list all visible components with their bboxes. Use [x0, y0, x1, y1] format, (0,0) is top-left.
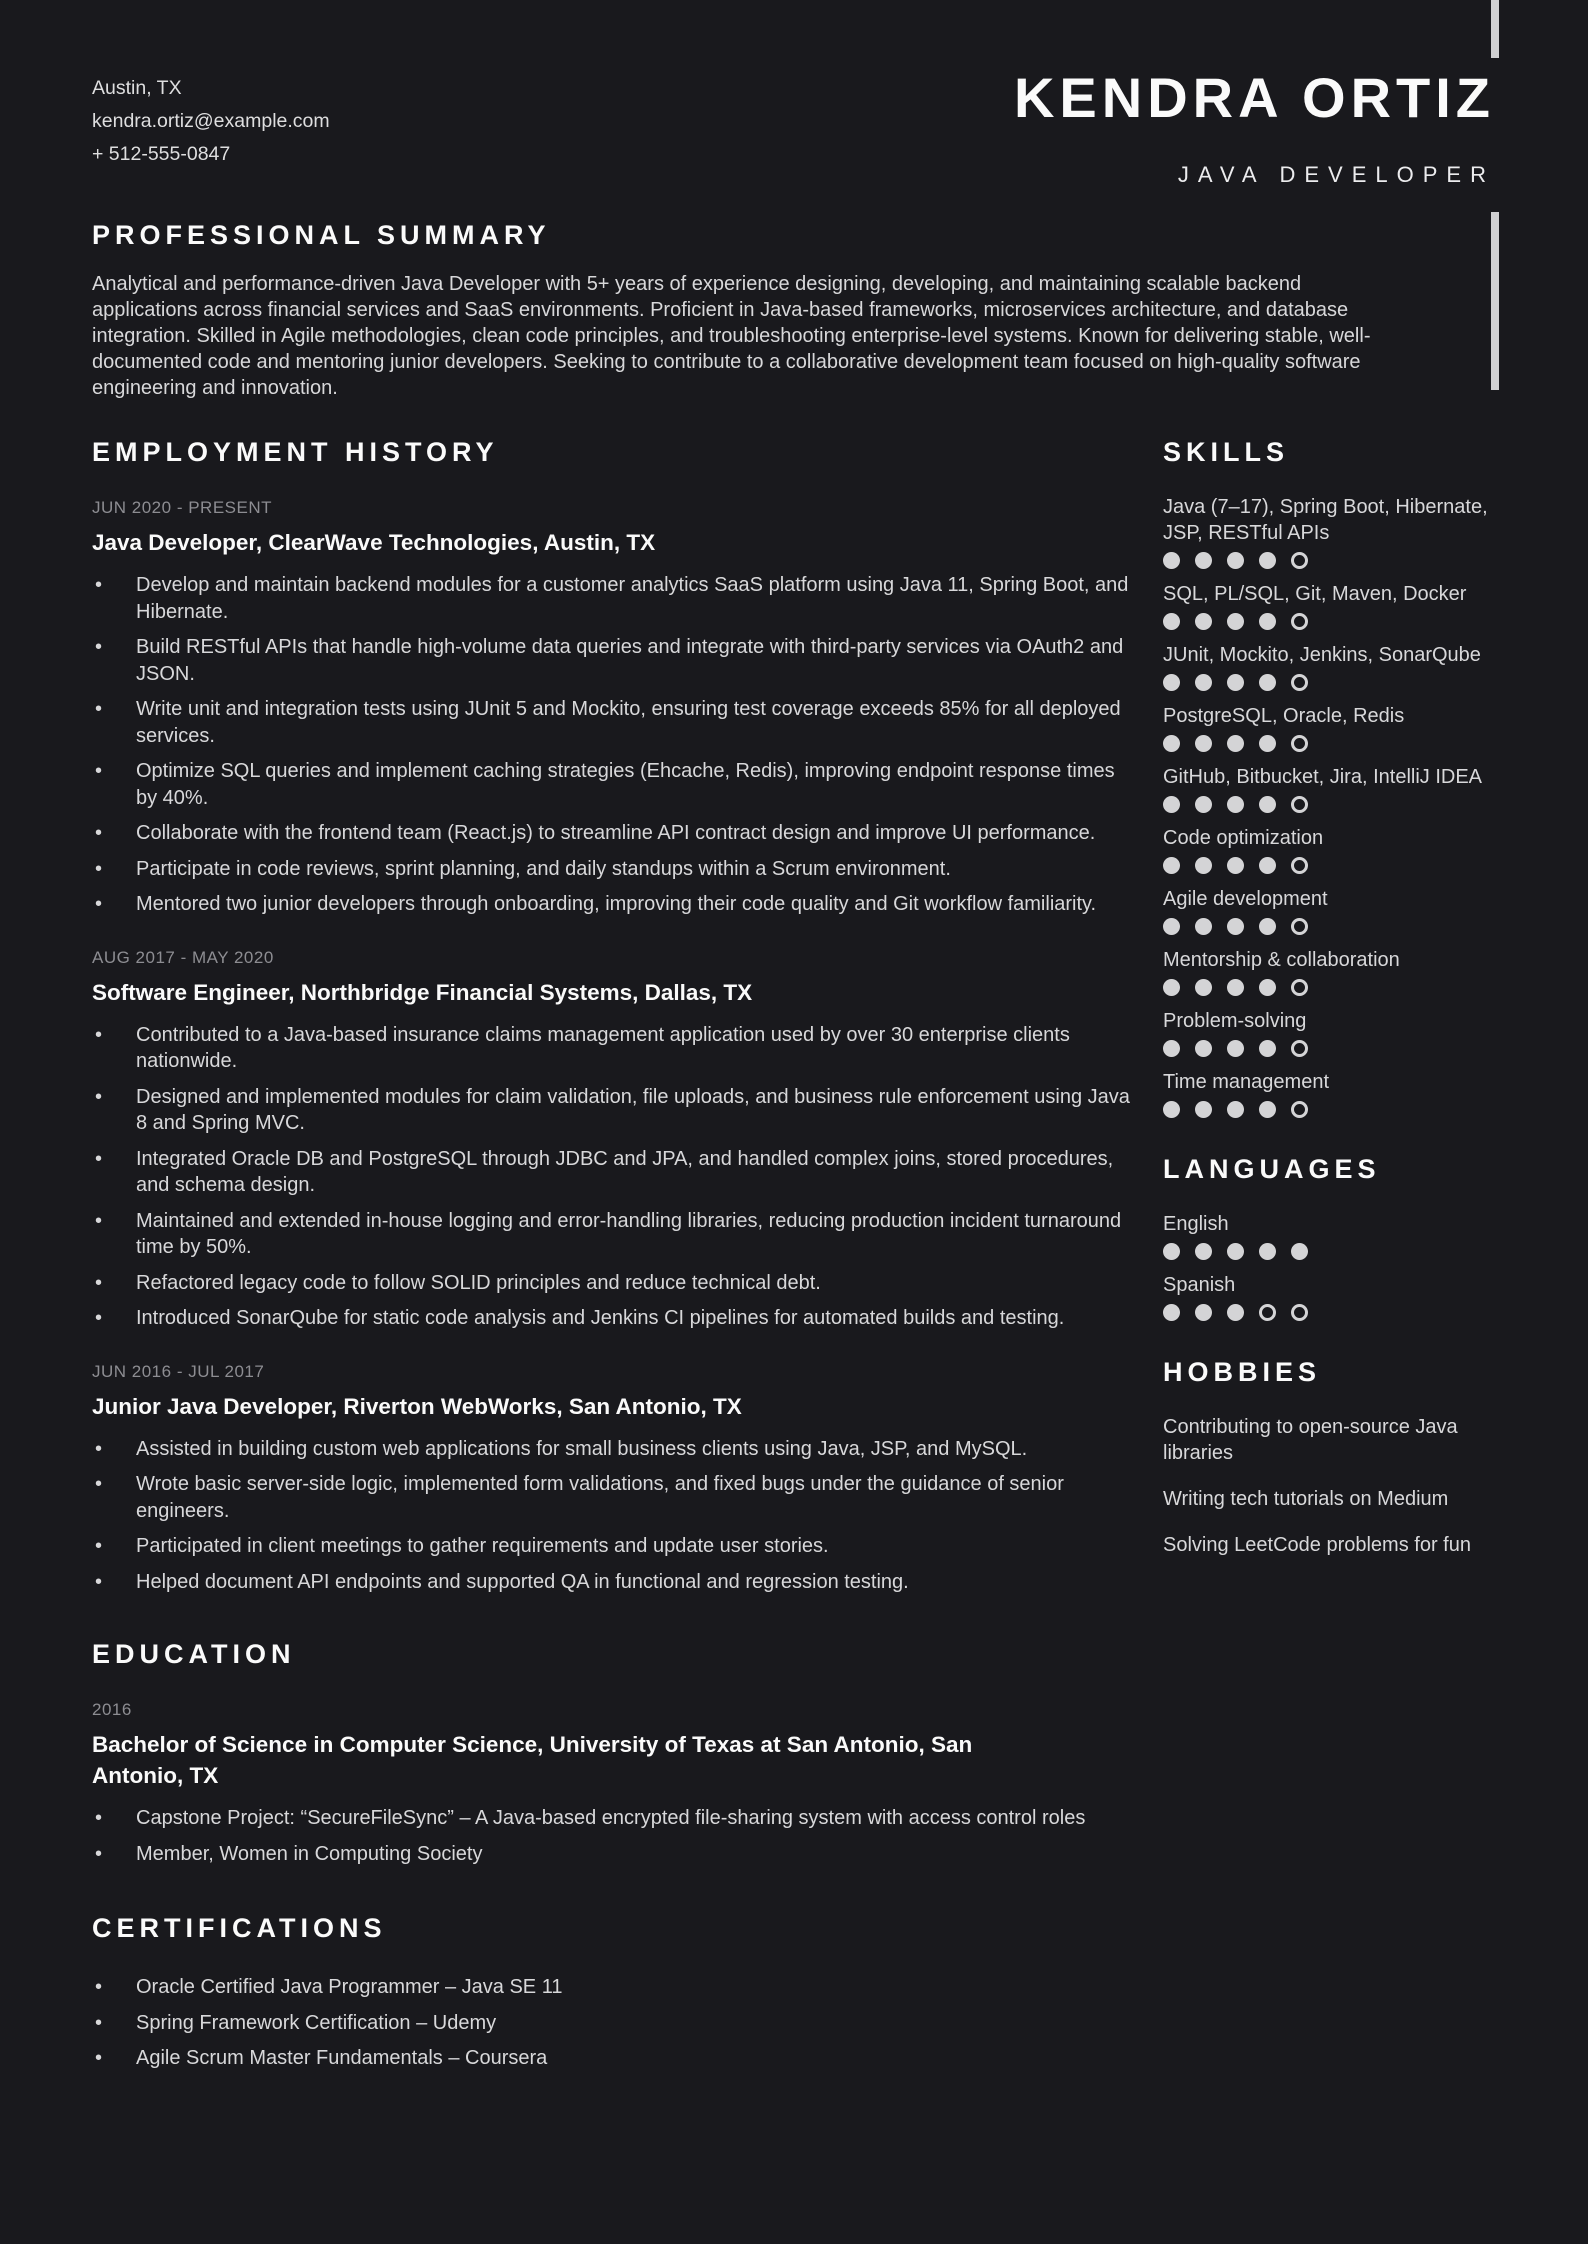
rating-dot-filled	[1163, 613, 1180, 630]
rating-dots	[1163, 735, 1488, 752]
rating-dot-filled	[1259, 552, 1276, 569]
rating-dot-filled	[1259, 857, 1276, 874]
bullet-item: • Designed and implemented modules for claim validation, file uploads, and business rule enforcement using Java 8 and Spring MVC.	[92, 1084, 1132, 1137]
bullet-item: • Maintained and extended in-house logging and error-handling libraries, reducing production incident turnaround time by 50%.	[92, 1208, 1132, 1261]
employment-heading: EMPLOYMENT HISTORY	[92, 437, 499, 467]
skill-item	[1163, 825, 1488, 874]
education-bullet-list	[92, 1805, 1132, 1867]
bullet-item: • Agile Scrum Master Fundamentals – Coursera	[92, 2045, 1132, 2072]
job-dates: AUG 2017 - MAY 2020	[92, 947, 274, 967]
rating-dot-filled	[1163, 796, 1180, 813]
education-degree: Bachelor of Science in Computer Science, University of Texas at San Antonio, San Antonio, TX	[92, 1732, 973, 1788]
certifications-heading: CERTIFICATIONS	[92, 1913, 387, 1943]
rating-dot-filled	[1195, 552, 1212, 569]
bullet-item: • Helped document API endpoints and supported QA in functional and regression testing.	[92, 1569, 1132, 1596]
skills-heading: SKILLS	[1163, 437, 1290, 467]
rating-dot-empty	[1291, 735, 1308, 752]
skill-label: Code optimization	[1163, 827, 1324, 849]
rating-dot-filled	[1259, 1040, 1276, 1057]
contact-phone: + 512-555-0847	[92, 143, 231, 165]
rating-dot-filled	[1227, 1101, 1244, 1118]
rating-dot-filled	[1195, 796, 1212, 813]
rating-dot-filled	[1259, 613, 1276, 630]
rating-dot-filled	[1163, 552, 1180, 569]
bullet-item: • Capstone Project: “SecureFileSync” – A Java-based encrypted file-sharing system with access control roles	[92, 1805, 1132, 1832]
job-entry	[92, 948, 1132, 1332]
rating-dot-filled	[1227, 1040, 1244, 1057]
summary-section	[92, 220, 1495, 401]
rating-dot-empty	[1291, 1040, 1308, 1057]
bullet-item: • Assisted in building custom web applications for small business clients using Java, JSP, and MySQL.	[92, 1436, 1132, 1463]
bullet-item: • Wrote basic server-side logic, implemented form validations, and fixed bugs under the guidance of senior engineers.	[92, 1471, 1132, 1524]
rating-dots	[1163, 1304, 1488, 1321]
rating-dot-filled	[1291, 1243, 1308, 1260]
rating-dots	[1163, 918, 1488, 935]
contact-location: Austin, TX	[92, 77, 182, 99]
language-label: Spanish	[1163, 1274, 1236, 1296]
job-dates: JUN 2016 - JUL 2017	[92, 1361, 265, 1381]
job-entry	[92, 498, 1132, 918]
bullet-item: • Develop and maintain backend modules for a customer analytics SaaS platform using Java 11, Spring Boot, and Hibernate.	[92, 572, 1132, 625]
rating-dot-filled	[1195, 979, 1212, 996]
job-title: Junior Java Developer, Riverton WebWorks, San Antonio, TX	[92, 1393, 742, 1419]
bullet-item: • Write unit and integration tests using JUnit 5 and Mockito, ensuring test coverage exceeds 85% for all deployed services.	[92, 696, 1132, 749]
skill-list	[1163, 494, 1488, 1118]
skills-section	[1163, 437, 1488, 1118]
rating-dot-empty	[1291, 613, 1308, 630]
hobby-item: Solving LeetCode problems for fun	[1163, 1534, 1471, 1556]
job-bullet-list	[92, 1436, 1132, 1596]
hobby-item: Contributing to open-source Java libraries	[1163, 1416, 1458, 1464]
skill-item	[1163, 1008, 1488, 1057]
skill-item	[1163, 886, 1488, 935]
languages-section	[1163, 1154, 1488, 1321]
rating-dot-filled	[1195, 1040, 1212, 1057]
rating-dot-filled	[1227, 857, 1244, 874]
bullet-item: • Spring Framework Certification – Udemy	[92, 2010, 1132, 2037]
bullet-item: • Mentored two junior developers through onboarding, improving their code quality and Git workflow familiarity.	[92, 891, 1132, 918]
contact-block	[92, 66, 330, 171]
skill-label: Agile development	[1163, 888, 1328, 910]
hobbies-heading: HOBBIES	[1163, 1357, 1322, 1387]
rating-dot-filled	[1227, 1243, 1244, 1260]
header	[92, 66, 1495, 188]
bullet-item: • Collaborate with the frontend team (React.js) to streamline API contract design and improve UI performance.	[92, 820, 1132, 847]
name-block	[1014, 66, 1495, 188]
rating-dot-filled	[1227, 552, 1244, 569]
certification-bullet-list	[92, 1974, 1132, 2072]
skill-item	[1163, 494, 1488, 569]
rating-dot-filled	[1195, 918, 1212, 935]
rating-dots	[1163, 613, 1488, 630]
rating-dot-filled	[1163, 674, 1180, 691]
bullet-item: • Introduced SonarQube for static code analysis and Jenkins CI pipelines for automated builds and testing.	[92, 1305, 1132, 1332]
main-column	[92, 437, 1132, 2081]
languages-heading: LANGUAGES	[1163, 1154, 1381, 1184]
rating-dots	[1163, 1040, 1488, 1057]
rating-dot-filled	[1227, 796, 1244, 813]
rating-dots	[1163, 979, 1488, 996]
rating-dot-filled	[1259, 674, 1276, 691]
skill-label: Time management	[1163, 1071, 1329, 1093]
skill-label: SQL, PL/SQL, Git, Maven, Docker	[1163, 583, 1467, 605]
rating-dot-empty	[1291, 796, 1308, 813]
language-label: English	[1163, 1213, 1229, 1235]
rating-dot-empty	[1291, 552, 1308, 569]
rating-dot-empty	[1291, 1304, 1308, 1321]
job-title: Software Engineer, Northbridge Financial Systems, Dallas, TX	[92, 979, 753, 1005]
bullet-item: • Participate in code reviews, sprint planning, and daily standups within a Scrum environment.	[92, 856, 1132, 883]
rating-dot-filled	[1195, 1304, 1212, 1321]
rating-dot-filled	[1195, 857, 1212, 874]
employment-section	[92, 437, 1132, 1595]
rating-dot-filled	[1259, 918, 1276, 935]
rating-dots	[1163, 552, 1488, 569]
bullet-item: • Member, Women in Computing Society	[92, 1841, 1132, 1868]
rating-dot-filled	[1163, 1101, 1180, 1118]
skill-item	[1163, 581, 1488, 630]
bullet-item: • Oracle Certified Java Programmer – Java SE 11	[92, 1974, 1132, 2001]
skill-label: JUnit, Mockito, Jenkins, SonarQube	[1163, 644, 1481, 666]
skill-item	[1163, 703, 1488, 752]
hobbies-section	[1163, 1357, 1488, 1558]
bullet-item: • Build RESTful APIs that handle high-volume data queries and integrate with third-party services via OAuth2 and JSON.	[92, 634, 1132, 687]
summary-text: Analytical and performance-driven Java Developer with 5+ years of experience designing, developing, and maintaining scalable backend applications across financial services and SaaS environments. Proficient in Java-based frameworks, microservices architecture, and database integration. Skilled in Agile methodologies, clean code principles, and troubleshooting enterprise-level systems. Known for delivering stable, well-documented code and mentoring junior developers. Seeking to contribute to a collaborative development team focused on high-quality software engineering and innovation.	[92, 273, 1371, 399]
rating-dot-filled	[1259, 979, 1276, 996]
skill-label: Problem-solving	[1163, 1010, 1307, 1032]
job-title: Java Developer, ClearWave Technologies, Austin, TX	[92, 530, 656, 555]
rating-dot-empty	[1291, 979, 1308, 996]
rating-dots	[1163, 674, 1488, 691]
certifications-section	[92, 1913, 1132, 2072]
skill-label: PostgreSQL, Oracle, Redis	[1163, 705, 1405, 727]
rating-dots	[1163, 796, 1488, 813]
contact-email: kendra.ortiz@example.com	[92, 110, 330, 132]
job-dates: JUN 2020 - PRESENT	[92, 498, 272, 517]
rating-dot-filled	[1163, 735, 1180, 752]
hobby-list	[1163, 1414, 1488, 1558]
language-item	[1163, 1272, 1488, 1321]
rating-dot-filled	[1195, 1243, 1212, 1260]
sidebar	[1163, 437, 1488, 2081]
rating-dot-empty	[1291, 674, 1308, 691]
rating-dot-empty	[1291, 1101, 1308, 1118]
rating-dot-empty	[1291, 857, 1308, 874]
skill-label: GitHub, Bitbucket, Jira, IntelliJ IDEA	[1163, 766, 1483, 788]
rating-dot-filled	[1163, 979, 1180, 996]
rating-dot-filled	[1227, 918, 1244, 935]
rating-dot-filled	[1195, 735, 1212, 752]
skill-item	[1163, 764, 1488, 813]
language-item	[1163, 1211, 1488, 1260]
rating-dot-filled	[1227, 674, 1244, 691]
rating-dots	[1163, 1101, 1488, 1118]
decor-bar-side	[1491, 212, 1499, 390]
skill-item	[1163, 642, 1488, 691]
bullet-item: • Optimize SQL queries and implement caching strategies (Ehcache, Redis), improving endpoint response times by 40%.	[92, 758, 1132, 811]
candidate-job-title: JAVA DEVELOPER	[1177, 162, 1495, 187]
education-year: 2016	[92, 1700, 132, 1719]
rating-dot-filled	[1259, 1101, 1276, 1118]
rating-dot-empty	[1259, 1304, 1276, 1321]
skill-item	[1163, 1069, 1488, 1118]
bullet-item: • Contributed to a Java-based insurance claims management application used by over 30 enterprise clients nationwide.	[92, 1022, 1132, 1075]
hobby-item: Writing tech tutorials on Medium	[1163, 1488, 1449, 1510]
rating-dot-filled	[1259, 1243, 1276, 1260]
rating-dot-filled	[1163, 857, 1180, 874]
job-list	[92, 498, 1132, 1595]
skill-label: Mentorship & collaboration	[1163, 949, 1400, 971]
rating-dot-empty	[1291, 918, 1308, 935]
job-bullet-list	[92, 1022, 1132, 1332]
job-bullet-list	[92, 572, 1132, 918]
skill-item	[1163, 947, 1488, 996]
education-section	[92, 1639, 1132, 1867]
rating-dot-filled	[1227, 1304, 1244, 1321]
skill-label: Java (7–17), Spring Boot, Hibernate, JSP, RESTful APIs	[1163, 496, 1488, 544]
rating-dots	[1163, 857, 1488, 874]
job-entry	[92, 1362, 1132, 1596]
education-heading: EDUCATION	[92, 1639, 296, 1669]
rating-dot-filled	[1163, 918, 1180, 935]
content-columns	[92, 437, 1495, 2081]
rating-dots	[1163, 1243, 1488, 1260]
candidate-name: KENDRA ORTIZ	[1013, 66, 1495, 129]
rating-dot-filled	[1227, 979, 1244, 996]
rating-dot-filled	[1195, 613, 1212, 630]
bullet-item: • Integrated Oracle DB and PostgreSQL through JDBC and JPA, and handled complex joins, stored procedures, and schema design.	[92, 1146, 1132, 1199]
rating-dot-filled	[1227, 735, 1244, 752]
rating-dot-filled	[1195, 674, 1212, 691]
rating-dot-filled	[1163, 1243, 1180, 1260]
bullet-item: • Participated in client meetings to gather requirements and update user stories.	[92, 1533, 1132, 1560]
rating-dot-filled	[1163, 1304, 1180, 1321]
rating-dot-filled	[1259, 796, 1276, 813]
bullet-item: • Refactored legacy code to follow SOLID principles and reduce technical debt.	[92, 1270, 1132, 1297]
rating-dot-filled	[1195, 1101, 1212, 1118]
decor-bar-top	[1491, 0, 1499, 58]
language-list	[1163, 1211, 1488, 1321]
rating-dot-filled	[1259, 735, 1276, 752]
summary-heading: PROFESSIONAL SUMMARY	[92, 220, 551, 250]
rating-dot-filled	[1227, 613, 1244, 630]
rating-dot-filled	[1163, 1040, 1180, 1057]
